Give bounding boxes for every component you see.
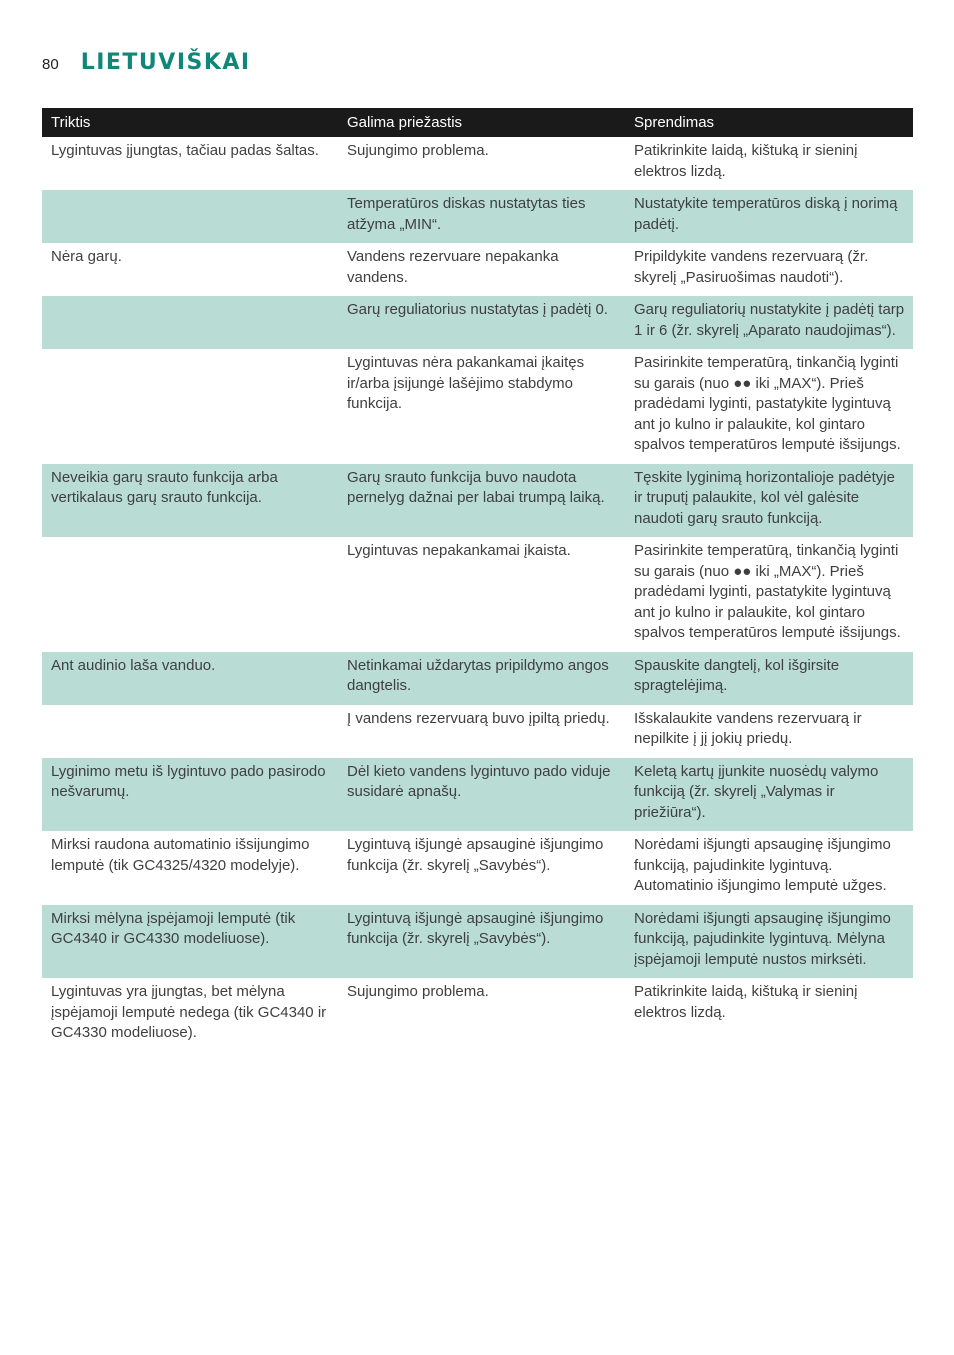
cell-problem: Nėra garų. <box>51 248 122 265</box>
table-body <box>42 137 913 1052</box>
cell-problem: Mirksi mėlyna įspėjamoji lemputė (tik GC4340 ir GC4330 modeliuose). <box>42 905 338 979</box>
cell-cause: Lygintuvas nėra pakankamai įkaitęs ir/arba įsijungė lašėjimo stabdymo funkcija. <box>347 354 585 412</box>
table-row <box>42 137 913 190</box>
cell-solution: Pasirinkite temperatūrą, tinkančią lyginti su garais (nuo ●● iki „MAX“). Prieš pradėdami lyginti, pastatykite lygintuvą ant jo kulno ir palaukite, kol gintaro spalvos temperatūros lemputė išsijungs. <box>634 354 901 453</box>
table-header-row <box>42 108 913 137</box>
cell-cause: Netinkamai uždarytas pripildymo angos dangtelis. <box>338 652 625 705</box>
cell-cause: Dėl kieto vandens lygintuvo pado viduje susidarė apnašų. <box>338 758 625 832</box>
table-row <box>42 464 913 538</box>
cell-problem: Lyginimo metu iš lygintuvo pado pasirodo nešvarumų. <box>42 758 338 832</box>
cell-cause: Lygintuvą išjungė apsauginė išjungimo funkcija (žr. skyrelį „Savybės“). <box>338 905 625 979</box>
cell-problem: Lygintuvas yra įjungtas, bet mėlyna įspėjamoji lemputė nedega (tik GC4340 ir GC4330 modeliuose). <box>51 983 327 1041</box>
cell-cause: Į vandens rezervuarą buvo įpiltą priedų. <box>347 709 610 727</box>
page-number: 80 <box>42 56 59 73</box>
cell-cause: Sujungimo problema. <box>347 983 489 1000</box>
table-row <box>42 349 913 464</box>
cell-solution: Nustatykite temperatūros diską į norimą padėtį. <box>625 190 913 243</box>
cell-solution: Pasirinkite temperatūrą, tinkančią lyginti su garais (nuo ●● iki „MAX“). Prieš pradėdami lyginti, pastatykite lygintuvą ant jo kulno ir palaukite, kol gintaro spalvos temperatūros lemputė išsijungs. <box>634 542 901 641</box>
cell-cause: Sujungimo problema. <box>347 142 489 159</box>
table-row <box>42 758 913 832</box>
header-cause: Galima priežastis <box>338 108 625 137</box>
header-solution: Sprendimas <box>625 108 913 137</box>
cell-problem: Neveikia garų srauto funkcija arba vertikalaus garų srauto funkcija. <box>42 464 338 538</box>
cell-solution: Spauskite dangtelį, kol išgirsite spragtelėjimą. <box>625 652 913 705</box>
table-row <box>42 243 913 296</box>
cell-problem: Ant audinio laša vanduo. <box>42 652 338 705</box>
section-title: LIETUVIŠKAI <box>80 50 251 75</box>
header-problem: Triktis <box>42 108 338 137</box>
cell-cause: Lygintuvą išjungė apsauginė išjungimo funkcija (žr. skyrelį „Savybės“). <box>347 836 604 874</box>
table-row <box>42 537 913 652</box>
cell-solution: Garų reguliatorių nustatykite į padėtį tarp 1 ir 6 (žr. skyrelį „Aparato naudojimas“). <box>625 296 913 349</box>
cell-problem <box>42 190 338 243</box>
cell-cause: Vandens rezervuare nepakanka vandens. <box>347 248 559 286</box>
cell-solution: Norėdami išjungti apsauginę išjungimo funkciją, pajudinkite lygintuvą. Automatinio išjungimo lemputė užges. <box>634 836 891 894</box>
cell-solution: Keletą kartų įjunkite nuosėdų valymo funkciją (žr. skyrelį „Valymas ir priežiūra“). <box>625 758 913 832</box>
table-row <box>42 905 913 979</box>
table-row <box>42 831 913 905</box>
cell-solution: Išskalaukite vandens rezervuarą ir nepilkite į jį jokių priedų. <box>634 709 862 747</box>
cell-problem <box>42 349 338 464</box>
cell-problem: Lygintuvas įjungtas, tačiau padas šaltas. <box>51 142 319 159</box>
cell-cause: Garų reguliatorius nustatytas į padėtį 0. <box>338 296 625 349</box>
cell-solution: Tęskite lyginimą horizontalioje padėtyje ir truputį palaukite, kol vėl galėsite naudoti garų srauto funkciją. <box>625 464 913 538</box>
troubleshooting-table <box>42 108 913 1052</box>
table-row <box>42 652 913 705</box>
cell-problem <box>42 537 338 652</box>
table-row <box>42 705 913 758</box>
page-header <box>42 50 251 80</box>
cell-cause: Lygintuvas nepakankamai įkaista. <box>347 542 571 559</box>
table-row <box>42 190 913 243</box>
cell-problem: Mirksi raudona automatinio išsijungimo lemputė (tik GC4325/4320 modelyje). <box>51 836 310 874</box>
table-row <box>42 296 913 349</box>
cell-solution: Norėdami išjungti apsauginę išjungimo funkciją, pajudinkite lygintuvą. Mėlyna įspėjamoji lemputė nustos mirksėti. <box>625 905 913 979</box>
cell-solution: Pripildykite vandens rezervuarą (žr. skyrelį „Pasiruošimas naudoti“). <box>634 248 869 286</box>
table-header <box>42 108 913 137</box>
cell-solution: Patikrinkite laidą, kištuką ir sieninį elektros lizdą. <box>634 983 858 1021</box>
cell-problem <box>42 705 338 758</box>
cell-problem <box>42 296 338 349</box>
cell-solution: Patikrinkite laidą, kištuką ir sieninį elektros lizdą. <box>634 142 858 180</box>
table-row <box>42 978 913 1052</box>
cell-cause: Temperatūros diskas nustatytas ties atžyma „MIN“. <box>338 190 625 243</box>
cell-cause: Garų srauto funkcija buvo naudota pernelyg dažnai per labai trumpą laiką. <box>338 464 625 538</box>
